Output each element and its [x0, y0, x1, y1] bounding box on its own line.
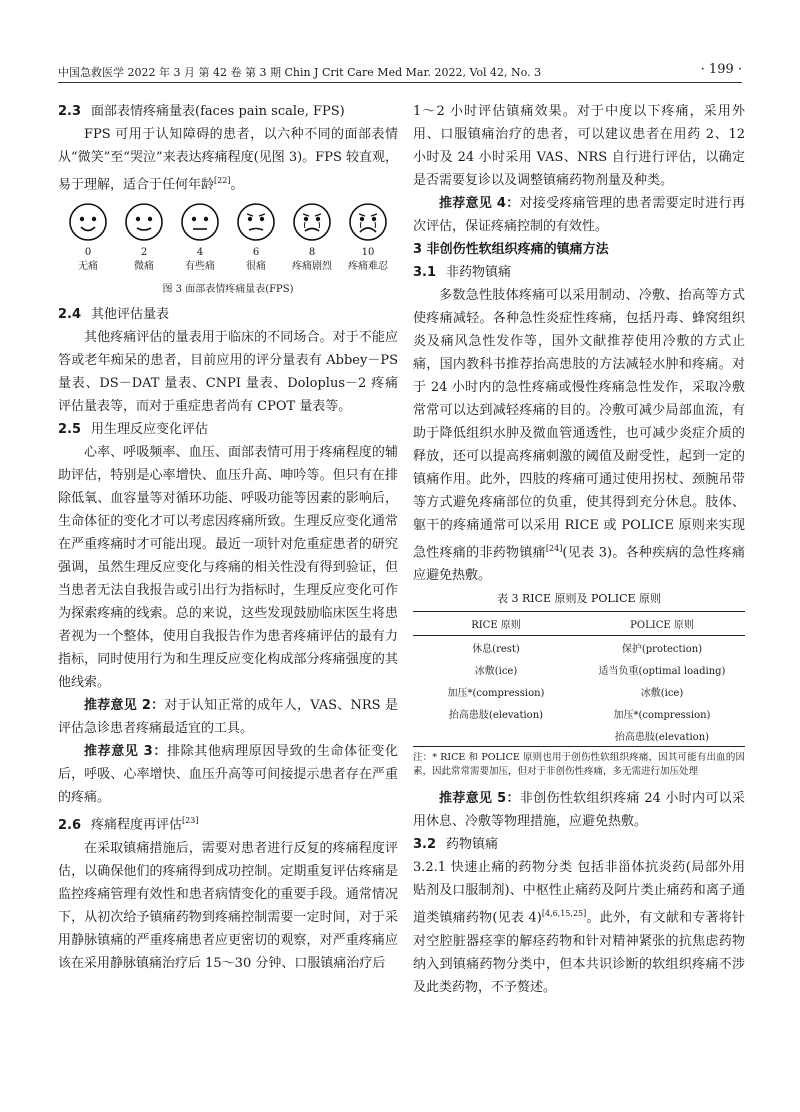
- police-cell: 冰敷(ice): [640, 687, 684, 699]
- section-3-2-1-body: 3.2.1 快速止痛的药物分类 包括非甾体抗炎药(局部外用贴剂及口服制剂)、中枢性止痛药及阿片类止痛药和离子通道类镇痛药物(见表 4)[4,6,15,25]。此外，有文献和专著将针对空腔脏器痉挛的解痉药物和针对精神紧张的抗焦虑药物纳入到镇痛药物分类中，但本共识诊断的软组织疼痛不涉及此类药物，不予赘述。: [413, 860, 745, 995]
- table-row: [413, 724, 745, 747]
- rice-cell: 加压*(compression): [447, 687, 545, 699]
- left-column: [58, 100, 398, 975]
- rice-cell: 抬高患肢(elevation): [448, 709, 544, 721]
- face-label: 很痛: [246, 261, 266, 273]
- table-header-rice: RICE 原则: [413, 612, 579, 636]
- section-2-6-heading: 2.6 疼痛程度再评估[23]: [58, 816, 199, 833]
- face-4-icon: [180, 202, 220, 242]
- face-4: [176, 202, 224, 273]
- recommendation-3: 推荐意见 3：排除其他病理原因导致的生命体征变化后，呼吸、心率增快、血压升高等可间接提示患者存在严重的疼痛。: [58, 744, 398, 806]
- rice-police-table: [413, 611, 745, 747]
- table-caption: 表 3 RICE 原则及 POLICE 原则: [496, 592, 662, 606]
- section-2-6-body: 在采取镇痛措施后，需要对患者进行反复的疼痛程度评估，以确保他们的疼痛得到成功控制。定期重复评估疼痛是监控疼痛管理有效性和患者病情变化的重要手段。通常情况下，从初次给予镇痛药物到疼痛控制需要一定时间，对于采用静脉镇痛的严重疼痛患者应更密切的观察，对严重疼痛应该在采用静脉镇痛治疗后 15～30 分钟、口服镇痛治疗后: [58, 840, 398, 971]
- face-score: 2: [140, 247, 148, 259]
- figure-caption: 图 3 面部表情疼痛量表(FPS): [162, 284, 294, 296]
- right-column: [413, 100, 745, 999]
- face-10-icon: [348, 202, 388, 242]
- face-6: [232, 202, 280, 273]
- section-2-3-heading: 2.3 面部表情疼痛量表(faces pain scale, FPS): [58, 104, 345, 119]
- faces-pain-scale-figure: [58, 196, 398, 273]
- face-score: 0: [84, 247, 92, 259]
- face-8-icon: [292, 202, 332, 242]
- face-2-icon: [124, 202, 164, 242]
- citation-ref: [23]: [182, 816, 199, 826]
- section-3-1-heading: 3.1 非药物镇痛: [413, 265, 512, 280]
- police-cell: 加压*(compression): [613, 709, 711, 721]
- face-score: 6: [252, 247, 260, 259]
- rice-cell: [413, 724, 579, 747]
- face-0-icon: [68, 202, 108, 242]
- face-score: 4: [196, 247, 204, 259]
- table-row: [413, 636, 745, 659]
- section-3-2-1-title: 快速止痛的药物分类: [450, 860, 573, 876]
- face-score: 8: [308, 247, 316, 259]
- section-2-5-heading: 2.5 用生理反应变化评估: [58, 422, 209, 438]
- recommendation-2: 推荐意见 2：对于认知正常的成年人，VAS、NRS 是评估急诊患者疼痛最适宜的工具。: [58, 698, 398, 737]
- section-2-5-body: 心率、呼吸频率、血压、面部表情可用于疼痛程度的辅助评估，特别是心率增快、血压升高、呻吟等。但只有在排除低氧、血容量等对循环功能、呼吸功能等因素的影响后，生命体征的变化才可以考虑因疼痛所致。生理反应变化通常在严重疼痛时才可能出现。最近一项针对危重症患者的研究强调，虽然生理反应变化与疼痛的相关性没有得到验证，但当患者无法自我报告或引出行为指标时，生理反应变化可作为探索疼痛的线索。总的来说，这些发现鼓励临床医生将患者视为一个整体，使用自我报告作为患者疼痛评估的最有力指标，同时使用行为和生理反应变化构成部分疼痛强度的其他线索。: [58, 445, 398, 691]
- rice-cell: 休息(rest): [472, 643, 520, 655]
- table-row: [413, 680, 745, 702]
- section-3-2-1-number: 3.2.1: [413, 860, 447, 876]
- police-cell: 抬高患肢(elevation): [579, 724, 745, 747]
- section-3-1-body: 多数急性肢体疼痛可以采用制动、冷敷、抬高等方式使疼痛减轻。各种急性炎症性疼痛，包括丹毒、蜂窝组织炎及痛风急性发作等，国外文献推荐使用冷敷的方式止痛，国内教科书推荐抬高患肢的方法减轻水肿和疼痛。对于 24 小时内的急性疼痛或慢性疼痛急性发作，采取冷敷常常可以达到减轻疼痛的目的。冷敷可减少局部血流，有助于降低组织水肿及微血管通透性，也可减少炎症介质的释放，还可以提高疼痛刺激的阈值及耐受性，起到一定的镇痛作用。此外，四肢的疼痛可通过使用拐杖、颈腕吊带等方式避免疼痛部位的负重，使其得到充分休息。肢体、躯干的疼痛通常可以采用 RICE 或 POLICE 原则来实现急性疼痛的非药物镇痛[24](见表 3)。各种疾病的急性疼痛应避免热敷。: [413, 288, 745, 584]
- section-2-4-heading: 2.4 其他评估量表: [58, 307, 170, 323]
- section-2-4-body: 其他疼痛评估的量表用于临床的不同场合。对于不能应答或老年痴呆的患者，目前应用的评分量表有 Abbey－PS 量表、DS－DAT 量表、CNPI 量表、Doloplus－2 疼痛评估量表等，而对于重症患者尚有 CPOT 量表等。: [58, 330, 398, 415]
- face-6-icon: [236, 202, 276, 242]
- table-header-row: [413, 612, 745, 636]
- citation-ref: [22]: [214, 176, 231, 185]
- face-label: 疼痛难忍: [348, 261, 388, 273]
- journal-citation: 中国急救医学 2022 年 3 月 第 42 卷 第 3 期 Chin J Crit Care Med Mar. 2022, Vol 42, No. 3: [58, 66, 542, 79]
- section-2-3-body: FPS 可用于认知障碍的患者，以六种不同的面部表情从“微笑”至“哭泣”来表达疼痛程度(见图 3)。FPS 较直观，易于理解，适合于任何年龄[22]。: [58, 127, 398, 193]
- table-row: [413, 702, 745, 724]
- citation-ref: [24]: [545, 544, 563, 553]
- face-8: [288, 202, 336, 273]
- face-label: 无痛: [78, 261, 98, 273]
- police-cell: 适当负重(optimal loading): [598, 665, 726, 677]
- rice-cell: 冰敷(ice): [474, 665, 518, 677]
- table-row: [413, 658, 745, 680]
- section-3-heading: 3 非创伤性软组织疼痛的镇痛方法: [413, 242, 609, 257]
- face-2: [120, 202, 168, 273]
- face-0: [64, 202, 112, 273]
- section-2-6-continued: 1～2 小时评估镇痛效果。对于中度以下疼痛，采用外用、口服镇痛治疗的患者，可以建议患者在用药 2、12 小时及 24 小时采用 VAS、NRS 自行进行评估，以确定是否需要复诊以及调整镇痛药物剂量及种类。: [413, 104, 745, 188]
- recommendation-5: 推荐意见 5：非创伤性软组织疼痛 24 小时内可以采用休息、冷敷等物理措施，应避免热敷。: [413, 791, 745, 830]
- page-number: · 199 ·: [700, 62, 742, 77]
- section-3-2-heading: 3.2 药物镇痛: [413, 837, 499, 853]
- citation-ref: [4,6,15,25]: [541, 909, 587, 919]
- police-cell: 保护(protection): [621, 643, 703, 655]
- face-label: 微痛: [134, 261, 154, 273]
- face-score: 10: [361, 247, 375, 259]
- table-header-police: POLICE 原则: [579, 612, 745, 636]
- recommendation-4: 推荐意见 4：对接受疼痛管理的患者需要定时进行再次评估，保证疼痛控制的有效性。: [413, 196, 745, 234]
- face-label: 有些痛: [185, 261, 215, 273]
- running-header: [58, 62, 742, 83]
- face-label: 疼痛剧烈: [292, 261, 332, 273]
- face-10: [344, 202, 392, 273]
- table-note: 注：* RICE 和 POLICE 原则也用于创伤性软组织疼痛，因其可能有出血的因素，因此常常需要加压，但对于非创伤性疼痛，多无需进行加压处理: [413, 752, 745, 778]
